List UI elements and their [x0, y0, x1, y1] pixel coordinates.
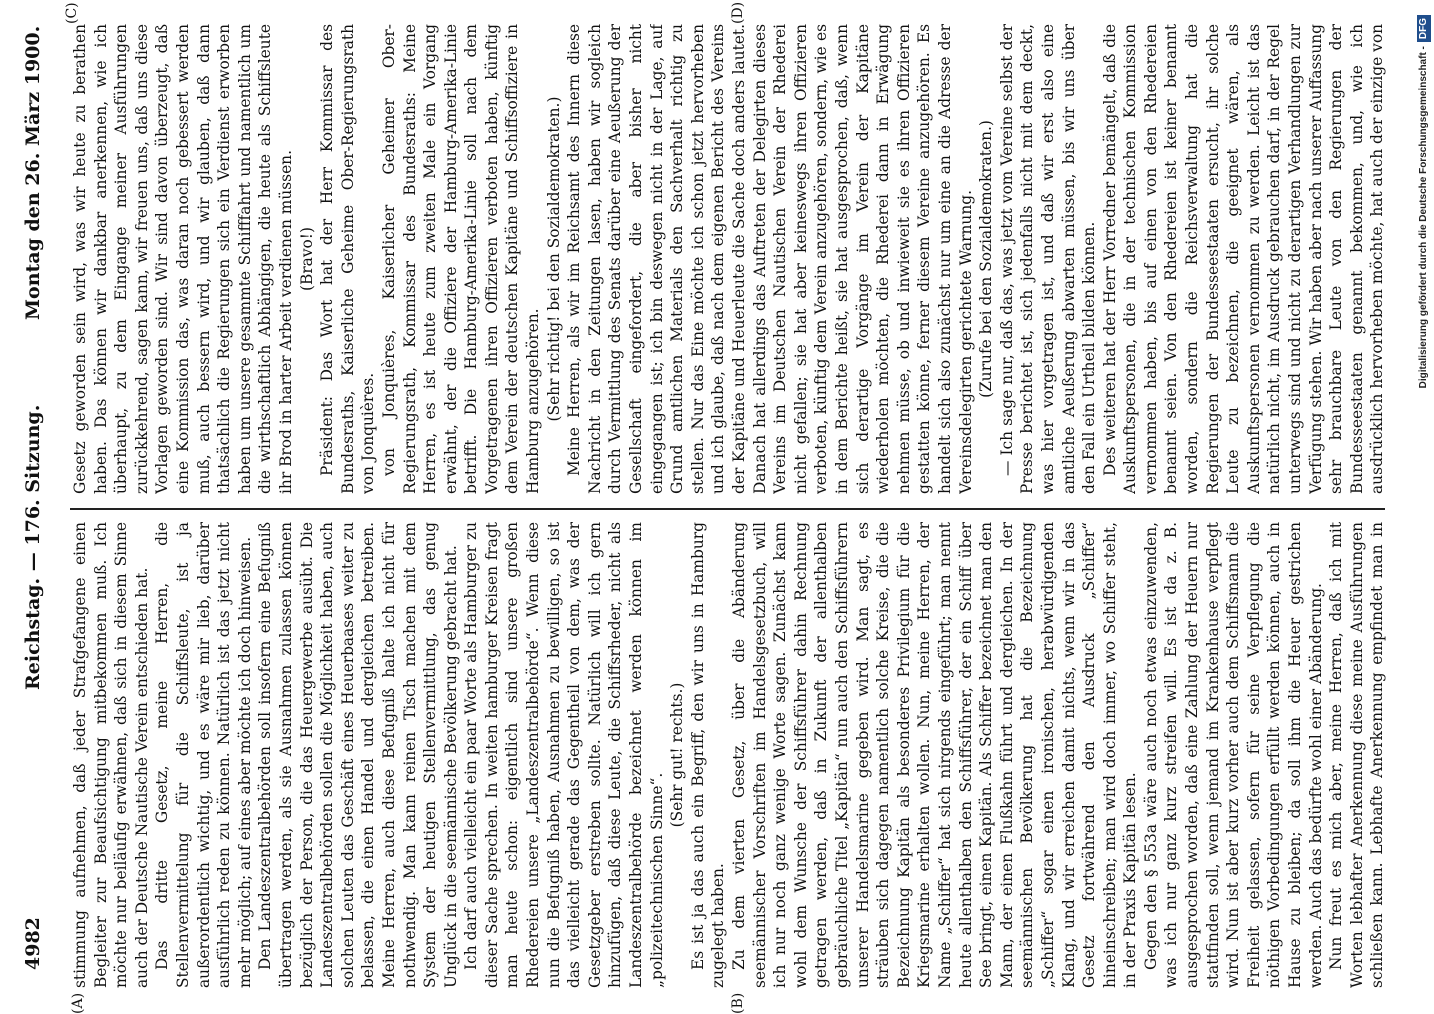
- paragraph: von Jonquières, Kaiserlicher Geheimer Ober-Regierungsrath, Kommissar des Bundesraths: Meine Herren, es ist heute zum zweiten Male ein Vorgang erwähnt, der die Offiziere der Hamburg-Amerika-Linie betrifft. Die Hamburg-Amerika-Linie soll nach dem Vorgetragenen ihren Offizieren verboten haben, künftig dem Verein der deutschen Kapitäne und Schiffsoffiziere in Hamburg anzugehören.: [379, 24, 543, 494]
- column-divider: [70, 509, 1385, 511]
- page-header: [22, 20, 52, 980]
- page-number: 4982: [22, 917, 44, 970]
- interjection: (Sehr gut! rechts.): [668, 682, 687, 828]
- paragraph: Meine Herren, als wir im Reichsamt des Innern diese Nachricht in den Zeitungen lasen, haben wir sogleich durch Vermittlung des Senats darüber eine Aeußerung der Gesellschaft eingefordert, die aber bisher nicht eingegangen ist; ich bin deswegen nicht in der Lage, auf Grund amtlichen Materials den Sachverhalt richtig zu stellen. Nur das Eine möchte ich schon jetzt hervorheben und ich glaube, daß nach dem eigenen Bericht des Vereins der Kapitäne und Heuerleute die Sache doch anders lautet. Danach hat allerdings das Auftreten der Delegirten dieses Vereins im Deutschen Nautischen Verein der Rhederei nicht gefallen; sie hat aber keineswegs ihren Offizieren verboten, künftig dem Verein anzugehören, sondern, wie es in dem Berichte heißt, sie hat ausgesprochen, daß, wenn sich derartige Vorgänge im Verein der Kapitäne wiederholen möchten, die Rhederei dann in Erwägung nehmen müsse, ob und inwieweit sie es ihren Offizieren gestatten könne, ferner diesem Vereine anzugehören. Es handelt sich also zunächst nur um eine an die Adresse der Vereinsdelegirten gerichtete Warnung.: [565, 24, 975, 494]
- interjection: (Zurufe bei den Sozialdemokraten.): [977, 120, 996, 398]
- dfg-logo: DFG: [1417, 15, 1431, 42]
- margin-mark-a: (A): [70, 992, 86, 1014]
- digitization-credit: [1404, 0, 1434, 1000]
- paragraph: Ich darf auch vielleicht ein paar Worte als Hamburger zu dieser Sache sprechen. In weiten hamburger Kreisen fragt man heute schon: eigentlich sind unsere großen Rhedereien unsere „Landeszentralbehörde“. Wenn diese nun die Befugniß haben, Ausnahmen zu bewilligen, so ist das vielleicht gerade das Gegentheil von dem, was der Gesetzgeber erstreben sollte. Natürlich will ich gern hinzufügen, daß diese Leute, die Schiffsrheder, nicht als Landeszentralbehörde bezeichnet werden können im „polizeitechnischen Sinne“.: [462, 522, 666, 988]
- paragraph: Des weiteren hat der Herr Vorredner bemängelt, daß die Auskunftspersonen, die in der technischen Kommission vernommen haben, bis auf einen von den Rhedereien benannt seien. Von den Rhedereien ist keiner benannt worden, sondern die Reichsverwaltung hat die Regierungen der Bundesseestaaten ersucht, ihr solche Leute zu bezeichnen, die geeignet wären, als Auskunftspersonen vernommen zu werden. Leicht ist das natürlich nicht, im Ausdruck gebrauchen darf, in der Regel unterwegs sind und nicht zu derartigen Verhandlungen zur Verfügung stehen. Wir haben aber nach unserer Auffassung sehr brauchbare Leute von den Regierungen der Bundesseestaaten genannt bekommen, und, wie ich ausdrücklich hervorheben möchte, hat auch der einzige von: [1100, 24, 1387, 494]
- paragraph: Den Landeszentralbehörden soll insofern eine Befugniß übertragen werden, als sie Ausnahmen zulassen können bezüglich der Person, die das Heuergewerbe ausübt. Die Landeszentralbehörden sollen die Möglichkeit haben, auch solchen Leuten das Geschäft eines Heuerbaases weiter zu belassen, die einen Handel und dergleichen betreiben. Meine Herren, auch diese Befugniß halte ich nicht für nothwendig. Man kann reinen Tisch machen mit dem System der heutigen Stellenvermittlung, das genug Unglück in die seemännische Bevölkerung gebracht hat.: [256, 522, 460, 988]
- paragraph: Präsident: Das Wort hat der Herr Kommissar des Bundesraths, Kaiserliche Geheime Ober-Regierungsrath von Jonquières.: [318, 24, 378, 494]
- paragraph: Es ist ja das auch ein Begriff, den wir uns in Hamburg zugelegt haben.: [688, 522, 728, 988]
- interjection: (Bravo!): [297, 227, 316, 291]
- paragraph: Nun freut es mich aber, meine Herren, daß ich mit Worten lebhafter Anerkennung diese meine Ausführungen schließen kann. Lebhafte Anerkennung empfindet man in: [1327, 522, 1387, 988]
- right-column: [70, 24, 1390, 494]
- paragraph: Zu dem vierten Gesetz, über die Abänderung seemännischer Vorschriften im Handelsgesetzbuch, will ich nur noch ganz wenige Worte sagen. Zunächst kann wohl dem Wunsche der Schiffsführer dahin Rechnung getragen werden, daß in Zukunft der allenthalben gebräuchliche Titel „Kapitän“ nun auch den Schiffsführern unserer Handelsmarine gegeben wird. Man sagt, es sträuben sich dagegen namentlich solche Kreise, die die Bezeichnung Kapitän als besonderes Privilegium für die Kriegsmarine erhalten wollen. Nun, meine Herren, der Name „Schiffer“ hat sich nirgends eingeführt; man nennt heute allenthalben den Schiffsführer, der ein Schiff über See bringt, einen Kapitän. Als Schiffer bezeichnet man den Mann, der einen Flußkahn führt und dergleichen. In der seemännischen Bevölkerung hat die Bezeichnung „Schiffer“ sogar einen ironischen, herabwürdigenden Klang, und wir erreichen damit nichts, wenn wir in das Gesetz fortwährend den Ausdruck „Schiffer“ hineinschreiben; man wird doch immer, wo Schiffer steht, in der Praxis Kapitän lesen.: [730, 522, 1140, 988]
- margin-mark-c: (C): [64, 2, 80, 24]
- margin-mark-d: (D): [730, 1, 746, 24]
- paragraph: Gesetz geworden sein wird, was wir heute zu berathen haben. Das können wir dankbar anerkennen, wie ich überhaupt, zu dem Eingange meiner Ausführungen zurückkehrend, sagen kann, wir freuen uns, daß uns diese Vorlagen geworden sind. Wir sind davon überzeugt, daß eine Kommission das, was daran noch gebessert werden muß, auch bessern wird, und wir glauben, daß dann thatsächlich die Regierungen sich ein Verdienst erworben haben um unsere gesammte Schifffahrt und namentlich um die wirthschaftlich Abhängigen, die heute als Schiffsleute ihr Brod in harter Arbeit verdienen müssen.: [71, 24, 295, 494]
- paragraph: — Ich sage nur, daß das, was jetzt vom Vereine selbst der Presse berichtet ist, sich jedenfalls nicht mit dem deckt, was hier vorgetragen ist, und daß wir erst also eine amtliche Aeußerung abwarten müssen, bis wir uns über den Fall ein Urtheil bilden können.: [997, 24, 1099, 494]
- paragraph: Das dritte Gesetz, meine Herren, die Stellenvermittelung für die Schiffsleute, ist ja außerordentlich wichtig, und es wäre mir lieb, darüber ausführlich reden zu können. Natürlich ist das jetzt nicht mehr möglich; auf eines aber möchte ich doch hinweisen.: [153, 522, 254, 988]
- interjection: (Sehr richtig! bei den Sozialdemokraten.): [544, 96, 563, 422]
- header-left-title: Reichstag. — 176. Sitzung.: [22, 404, 44, 690]
- header-right-title: Montag den 26. März 1900.: [22, 25, 44, 320]
- margin-mark-b: (B): [730, 992, 746, 1014]
- paragraph: Gegen den § 553a wäre auch noch etwas einzuwenden, was ich nur ganz kurz streifen will. Es ist da z. B. ausgesprochen worden, daß eine Zahlung der Heuern nur stattfinden soll, wenn jemand im Krankenhause verpflegt wird. Nun ist aber kurz vorher auch dem Schiffsmann die Freiheit gelassen, sofern für seine Verpflegung die nöthigen Vorbedingungen erfüllt werden können, auch in Hause zu bleiben; da soll ihm die Heuer gestrichen werden. Auch das bedürfte wohl einer Abänderung.: [1141, 522, 1325, 988]
- paragraph: stimmung aufnehmen, daß jeder Strafgefangene einen Begleiter zur Beaufsichtigung mitbekommen muß. Ich möchte nur beiläufig erwähnen, daß sich in diesem Sinne auch der Deutsche Nautische Verein entschieden hat.: [71, 522, 151, 988]
- digitization-text: Digitalisierung gefördert durch die Deutsche Forschungsgemeinschaft -: [1418, 46, 1429, 389]
- left-column: [70, 522, 1390, 988]
